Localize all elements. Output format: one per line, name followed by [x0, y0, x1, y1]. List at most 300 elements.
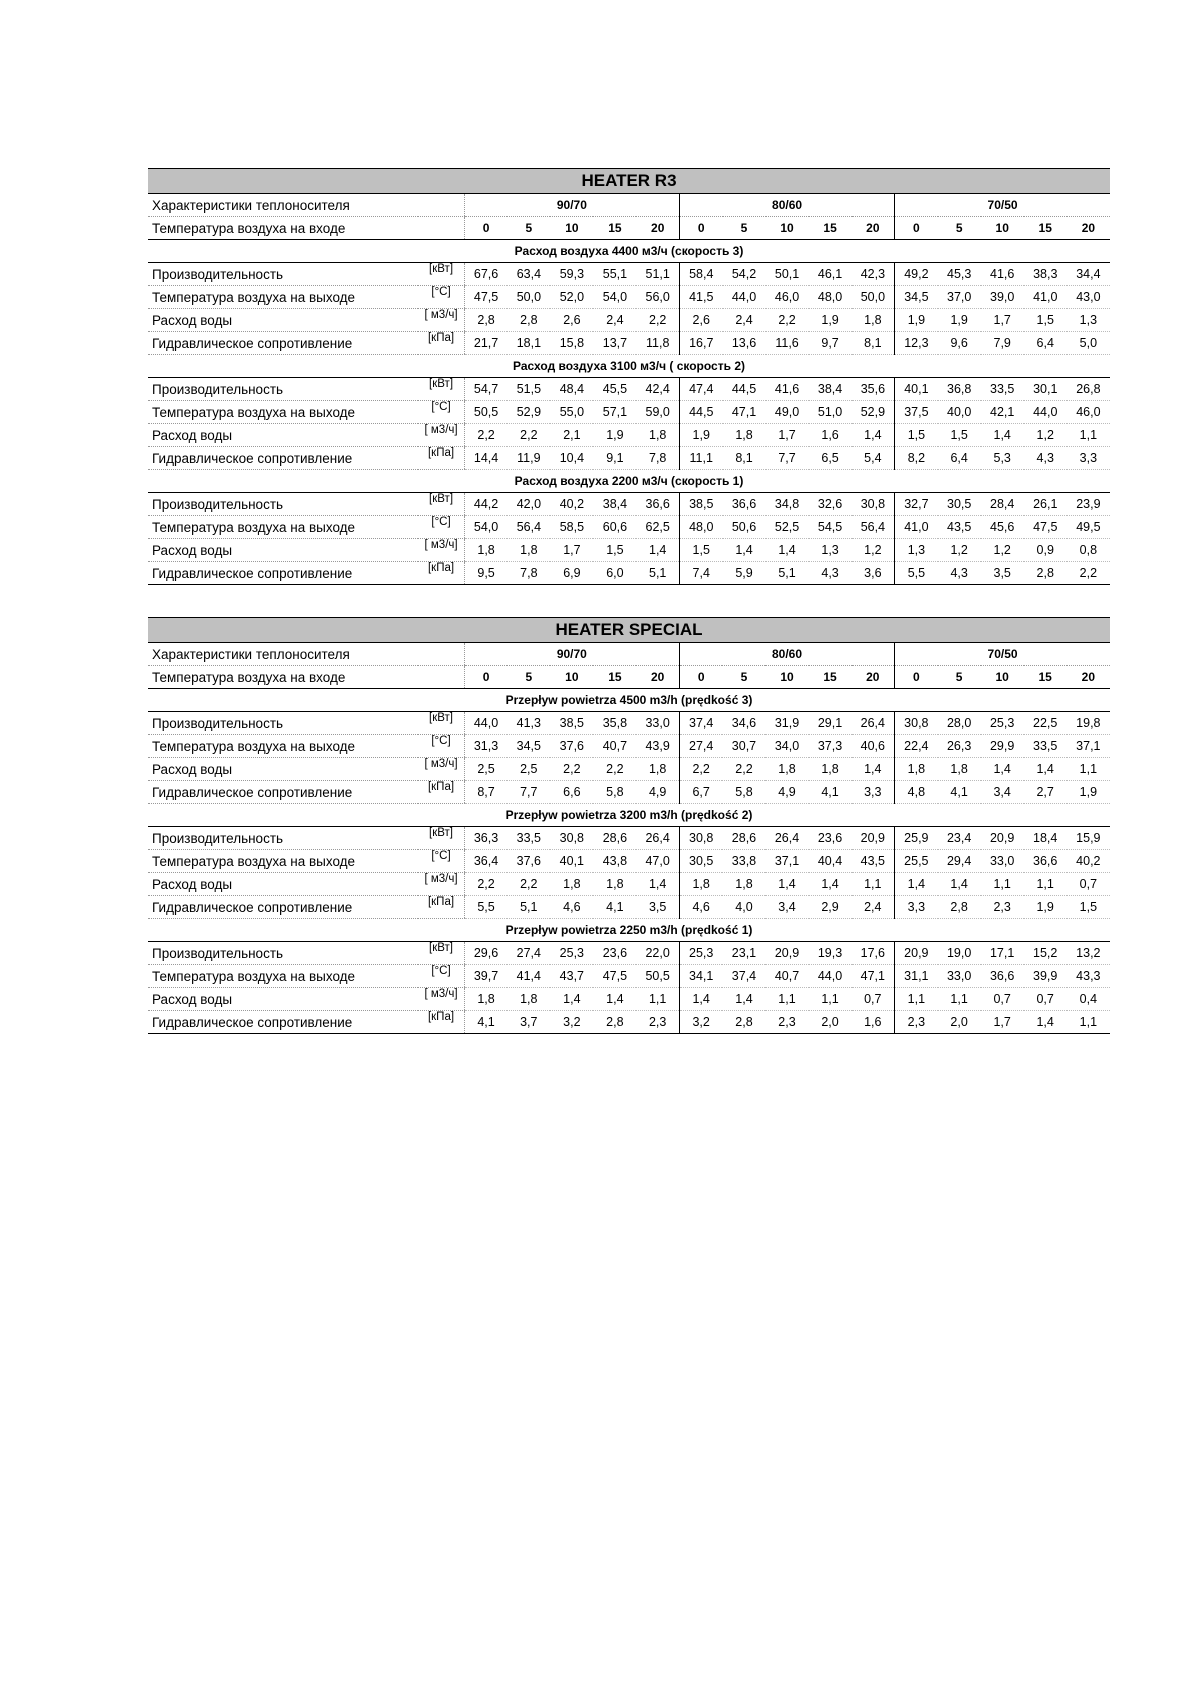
table-cell: 1,1	[1067, 1011, 1110, 1034]
table-cell: 37,5	[895, 401, 938, 424]
table-cell: 6,7	[679, 781, 722, 804]
table-cell: 1,1	[981, 873, 1024, 896]
table-row	[148, 447, 1110, 470]
table-cell: 1,9	[1024, 896, 1067, 919]
table-cell: 30,7	[722, 735, 765, 758]
row-unit: [кПа]	[418, 896, 464, 919]
table-cell: 3,6	[852, 562, 895, 585]
row-label: Производительность	[148, 263, 418, 286]
table-cell: 37,4	[722, 965, 765, 988]
table-cell: 6,5	[809, 447, 852, 470]
table-cell: 35,6	[852, 378, 895, 401]
table-cell: 38,4	[809, 378, 852, 401]
table-cell: 3,2	[550, 1011, 593, 1034]
heater-r3-table	[148, 168, 1110, 585]
table-cell: 9,6	[938, 332, 981, 355]
medium-group-header: 90/70	[464, 194, 679, 217]
table-cell: 46,0	[766, 286, 809, 309]
table-cell: 5,1	[766, 562, 809, 585]
table-cell: 67,6	[464, 263, 507, 286]
table-cell: 25,9	[895, 827, 938, 850]
table-cell: 1,1	[895, 988, 938, 1011]
table-cell: 4,3	[809, 562, 852, 585]
table-cell: 2,8	[593, 1011, 636, 1034]
table-cell: 0,8	[1067, 539, 1110, 562]
table-cell: 2,2	[766, 309, 809, 332]
table-cell: 2,8	[1024, 562, 1067, 585]
table-cell: 0,7	[1067, 873, 1110, 896]
table-cell: 4,9	[765, 781, 808, 804]
table-cell: 40,1	[895, 378, 938, 401]
table-cell: 1,4	[852, 758, 895, 781]
table-cell: 60,6	[593, 516, 636, 539]
table-cell: 4,6	[550, 896, 593, 919]
table-cell: 2,8	[464, 309, 507, 332]
row-unit: [кВт]	[418, 712, 464, 735]
table-cell: 29,6	[464, 942, 507, 965]
row-label: Температура воздуха на выходе	[148, 965, 418, 988]
table-cell: 2,3	[765, 1011, 808, 1034]
table-cell: 25,3	[679, 942, 722, 965]
table-cell: 1,1	[1024, 873, 1067, 896]
table-cell: 27,4	[507, 942, 550, 965]
table-cell: 41,5	[679, 286, 722, 309]
table-cell: 15,9	[1067, 827, 1110, 850]
table-cell: 1,3	[809, 539, 852, 562]
table-cell: 30,5	[938, 493, 981, 516]
table-cell: 1,5	[593, 539, 636, 562]
table-cell: 0,7	[852, 988, 895, 1011]
table-cell: 45,6	[981, 516, 1024, 539]
inlet-temperature-value: 20	[636, 217, 679, 240]
table-cell: 7,7	[507, 781, 550, 804]
table-cell: 2,4	[852, 896, 895, 919]
table-cell: 1,9	[895, 309, 938, 332]
table-cell: 1,8	[723, 424, 766, 447]
row-unit: [°C]	[418, 735, 464, 758]
table-cell: 44,0	[809, 965, 852, 988]
airflow-section-title: Расход воздуха 2200 м3/ч (скорость 1)	[148, 470, 1110, 493]
row-label: Расход воды	[148, 873, 418, 896]
table-cell: 26,4	[636, 827, 679, 850]
row-unit: [кВт]	[418, 493, 464, 516]
row-unit: [кПа]	[418, 781, 464, 804]
table-cell: 3,3	[895, 896, 938, 919]
table-cell: 33,5	[981, 378, 1024, 401]
airflow-section-title: Расход воздуха 3100 м3/ч ( скорость 2)	[148, 355, 1110, 378]
table-cell: 1,5	[938, 424, 981, 447]
table-cell: 26,3	[938, 735, 981, 758]
table-cell: 49,2	[895, 263, 938, 286]
row-label: Гидравлическое сопротивление	[148, 562, 418, 585]
table-cell: 11,9	[507, 447, 550, 470]
table-row	[148, 873, 1110, 896]
table-cell: 5,1	[636, 562, 679, 585]
table-cell: 43,5	[852, 850, 895, 873]
inlet-temperature-value: 5	[938, 666, 981, 689]
inlet-temperature-value: 15	[593, 217, 636, 240]
table-cell: 1,1	[1067, 424, 1110, 447]
table-cell: 1,5	[895, 424, 938, 447]
table-cell: 5,8	[722, 781, 765, 804]
table-cell: 40,2	[550, 493, 593, 516]
table-cell: 41,6	[981, 263, 1024, 286]
table-cell: 4,0	[722, 896, 765, 919]
inlet-temperature-value: 15	[809, 666, 852, 689]
table-cell: 37,6	[507, 850, 550, 873]
table-cell: 1,5	[1067, 896, 1110, 919]
table-cell: 44,2	[464, 493, 507, 516]
inlet-temperature-value: 10	[765, 666, 808, 689]
row-unit: [ м3/ч]	[418, 873, 464, 896]
table-row	[148, 781, 1110, 804]
table-cell: 59,3	[550, 263, 593, 286]
table-cell: 23,1	[722, 942, 765, 965]
table-cell: 43,3	[1067, 965, 1110, 988]
table-cell: 46,0	[1067, 401, 1110, 424]
table-row	[148, 965, 1110, 988]
inlet-temperature-value: 0	[679, 217, 722, 240]
table-cell: 44,0	[1024, 401, 1067, 424]
table-cell: 4,3	[1024, 447, 1067, 470]
table-cell: 4,1	[593, 896, 636, 919]
table-cell: 34,6	[722, 712, 765, 735]
table-cell: 15,2	[1024, 942, 1067, 965]
table-cell: 26,1	[1024, 493, 1067, 516]
inlet-temperature-value: 10	[766, 217, 809, 240]
medium-group-header: 70/50	[895, 643, 1110, 666]
table-cell: 41,0	[1024, 286, 1067, 309]
row-label: Гидравлическое сопротивление	[148, 332, 418, 355]
row-unit: [кПа]	[418, 1011, 464, 1034]
table-cell: 25,3	[981, 712, 1024, 735]
table-cell: 5,4	[852, 447, 895, 470]
table-cell: 1,1	[1067, 758, 1110, 781]
airflow-section-title: Przepływ powietrza 3200 m3/h (prędkość 2)	[148, 804, 1110, 827]
inlet-temperature-value: 0	[895, 666, 938, 689]
table-cell: 1,1	[809, 988, 852, 1011]
table-cell: 2,6	[679, 309, 722, 332]
table-cell: 23,9	[1067, 493, 1110, 516]
table-cell: 50,1	[766, 263, 809, 286]
table-cell: 58,5	[550, 516, 593, 539]
inlet-temperature-value: 10	[981, 666, 1024, 689]
table-cell: 30,5	[679, 850, 722, 873]
table-cell: 36,6	[981, 965, 1024, 988]
table-cell: 1,8	[507, 988, 550, 1011]
table-cell: 6,4	[938, 447, 981, 470]
table-cell: 1,4	[938, 873, 981, 896]
table-cell: 47,5	[1024, 516, 1067, 539]
inlet-temperature-value: 5	[723, 217, 766, 240]
inlet-temperature-value: 5	[507, 666, 550, 689]
table-cell: 2,0	[938, 1011, 981, 1034]
heater-special-table	[148, 617, 1110, 1034]
table-cell: 50,5	[636, 965, 679, 988]
inlet-temperature-label: Температура воздуха на входе	[148, 666, 464, 689]
table-row	[148, 309, 1110, 332]
table-cell: 13,7	[593, 332, 636, 355]
table-cell: 2,3	[895, 1011, 938, 1034]
medium-groups-row	[148, 194, 1110, 217]
table-cell: 30,8	[550, 827, 593, 850]
table-cell: 2,8	[938, 896, 981, 919]
inlet-temperature-label: Температура воздуха на входе	[148, 217, 464, 240]
table-cell: 49,0	[766, 401, 809, 424]
row-label: Производительность	[148, 942, 418, 965]
table-title: HEATER R3	[148, 169, 1110, 194]
table-cell: 56,4	[507, 516, 550, 539]
table-row	[148, 263, 1110, 286]
table-cell: 1,4	[636, 873, 679, 896]
table-cell: 4,8	[895, 781, 938, 804]
table-cell: 34,5	[507, 735, 550, 758]
table-cell: 1,4	[766, 539, 809, 562]
table-cell: 8,1	[723, 447, 766, 470]
table-cell: 1,8	[636, 424, 679, 447]
table-cell: 1,3	[1067, 309, 1110, 332]
table-row	[148, 850, 1110, 873]
table-cell: 19,3	[809, 942, 852, 965]
table-cell: 45,3	[938, 263, 981, 286]
table-cell: 0,9	[1024, 539, 1067, 562]
inlet-temperature-value: 0	[464, 666, 507, 689]
table-cell: 1,5	[679, 539, 722, 562]
row-unit: [ м3/ч]	[418, 758, 464, 781]
table-cell: 8,2	[895, 447, 938, 470]
table-cell: 1,4	[981, 758, 1024, 781]
table-cell: 37,3	[809, 735, 852, 758]
table-cell: 7,8	[636, 447, 679, 470]
table-cell: 1,3	[895, 539, 938, 562]
table-cell: 62,5	[636, 516, 679, 539]
table-cell: 43,5	[938, 516, 981, 539]
table-cell: 28,0	[938, 712, 981, 735]
table-cell: 1,4	[852, 424, 895, 447]
row-unit: [кВт]	[418, 827, 464, 850]
table-cell: 34,1	[679, 965, 722, 988]
table-cell: 29,4	[938, 850, 981, 873]
table-cell: 1,8	[464, 539, 507, 562]
table-cell: 33,0	[981, 850, 1024, 873]
table-cell: 11,6	[766, 332, 809, 355]
table-cell: 45,5	[593, 378, 636, 401]
table-cell: 35,8	[593, 712, 636, 735]
table-cell: 1,4	[550, 988, 593, 1011]
table-row	[148, 286, 1110, 309]
table-cell: 21,7	[464, 332, 507, 355]
airflow-section-row	[148, 919, 1110, 942]
row-unit: [°C]	[418, 401, 464, 424]
table-cell: 6,4	[1024, 332, 1067, 355]
table-cell: 38,5	[679, 493, 722, 516]
table-cell: 43,7	[550, 965, 593, 988]
table-cell: 2,2	[593, 758, 636, 781]
table-cell: 11,1	[679, 447, 722, 470]
row-unit: [кВт]	[418, 263, 464, 286]
table-cell: 28,6	[722, 827, 765, 850]
table-cell: 1,9	[938, 309, 981, 332]
row-unit: [°C]	[418, 286, 464, 309]
table-cell: 42,3	[852, 263, 895, 286]
table-cell: 44,0	[464, 712, 507, 735]
table-cell: 40,7	[765, 965, 808, 988]
medium-label: Характеристики теплоносителя	[148, 194, 464, 217]
table-cell: 33,8	[722, 850, 765, 873]
inlet-temperature-value: 20	[636, 666, 679, 689]
table-cell: 56,4	[852, 516, 895, 539]
table-cell: 32,7	[895, 493, 938, 516]
table-cell: 40,7	[593, 735, 636, 758]
table-cell: 2,4	[723, 309, 766, 332]
row-label: Расход воды	[148, 758, 418, 781]
table-cell: 50,5	[464, 401, 507, 424]
table-cell: 1,8	[464, 988, 507, 1011]
table-cell: 17,6	[852, 942, 895, 965]
row-unit: [°C]	[418, 965, 464, 988]
table-cell: 37,0	[938, 286, 981, 309]
table-cell: 40,1	[550, 850, 593, 873]
table-cell: 42,0	[507, 493, 550, 516]
airflow-section-row	[148, 355, 1110, 378]
table-cell: 0,7	[1024, 988, 1067, 1011]
row-label: Гидравлическое сопротивление	[148, 447, 418, 470]
table-cell: 23,4	[938, 827, 981, 850]
table-cell: 9,7	[809, 332, 852, 355]
table-cell: 37,4	[679, 712, 722, 735]
row-label: Производительность	[148, 827, 418, 850]
table-row	[148, 332, 1110, 355]
table-cell: 25,3	[550, 942, 593, 965]
table-cell: 26,4	[765, 827, 808, 850]
medium-group-header: 80/60	[679, 643, 894, 666]
table-cell: 38,3	[1024, 263, 1067, 286]
table-row	[148, 539, 1110, 562]
table-cell: 40,4	[809, 850, 852, 873]
table-cell: 9,5	[464, 562, 507, 585]
medium-group-header: 90/70	[464, 643, 679, 666]
table-cell: 2,2	[636, 309, 679, 332]
table-cell: 44,5	[679, 401, 722, 424]
table-cell: 2,2	[507, 873, 550, 896]
table-cell: 50,0	[852, 286, 895, 309]
table-cell: 32,6	[809, 493, 852, 516]
table-cell: 43,9	[636, 735, 679, 758]
table-cell: 26,4	[852, 712, 895, 735]
table-row	[148, 712, 1110, 735]
table-cell: 40,0	[938, 401, 981, 424]
row-label: Производительность	[148, 712, 418, 735]
table-cell: 1,4	[723, 539, 766, 562]
airflow-section-row	[148, 689, 1110, 712]
table-cell: 2,8	[507, 309, 550, 332]
inlet-temperature-value: 10	[550, 666, 593, 689]
airflow-section-title: Przepływ powietrza 4500 m3/h (prędkość 3)	[148, 689, 1110, 712]
table-cell: 18,4	[1024, 827, 1067, 850]
inlet-temperature-row	[148, 666, 1110, 689]
row-unit: [кПа]	[418, 447, 464, 470]
table-cell: 7,4	[679, 562, 722, 585]
table-cell: 10,4	[550, 447, 593, 470]
table-cell: 11,8	[636, 332, 679, 355]
table-cell: 1,8	[722, 873, 765, 896]
table-cell: 40,2	[1067, 850, 1110, 873]
table-cell: 33,0	[636, 712, 679, 735]
table-cell: 1,9	[809, 309, 852, 332]
table-cell: 36,4	[464, 850, 507, 873]
table-row	[148, 378, 1110, 401]
row-unit: [ м3/ч]	[418, 424, 464, 447]
inlet-temperature-value: 0	[895, 217, 938, 240]
table-cell: 29,9	[981, 735, 1024, 758]
row-label: Гидравлическое сопротивление	[148, 1011, 418, 1034]
table-row	[148, 1011, 1110, 1034]
table-cell: 51,1	[636, 263, 679, 286]
table-cell: 37,6	[550, 735, 593, 758]
table-cell: 13,6	[723, 332, 766, 355]
table-title-row	[148, 618, 1110, 643]
table-cell: 1,4	[593, 988, 636, 1011]
row-unit: [кПа]	[418, 332, 464, 355]
table-cell: 20,9	[981, 827, 1024, 850]
table-cell: 29,1	[809, 712, 852, 735]
inlet-temperature-value: 5	[507, 217, 550, 240]
table-cell: 41,3	[507, 712, 550, 735]
table-cell: 54,7	[464, 378, 507, 401]
table-cell: 37,1	[1067, 735, 1110, 758]
row-unit: [°C]	[418, 516, 464, 539]
table-cell: 1,8	[507, 539, 550, 562]
table-cell: 52,0	[550, 286, 593, 309]
table-cell: 36,3	[464, 827, 507, 850]
table-cell: 1,4	[809, 873, 852, 896]
table-cell: 2,2	[464, 424, 507, 447]
table-cell: 1,4	[1024, 758, 1067, 781]
table-cell: 28,4	[981, 493, 1024, 516]
table-cell: 42,4	[636, 378, 679, 401]
table-row	[148, 988, 1110, 1011]
table-cell: 8,1	[852, 332, 895, 355]
table-cell: 42,1	[981, 401, 1024, 424]
airflow-section-row	[148, 240, 1110, 263]
table-cell: 59,0	[636, 401, 679, 424]
row-unit: [кВт]	[418, 378, 464, 401]
table-cell: 19,8	[1067, 712, 1110, 735]
table-cell: 4,6	[679, 896, 722, 919]
table-row	[148, 735, 1110, 758]
table-cell: 0,4	[1067, 988, 1110, 1011]
table-cell: 25,5	[895, 850, 938, 873]
table-row	[148, 424, 1110, 447]
table-cell: 1,9	[593, 424, 636, 447]
table-cell: 1,8	[593, 873, 636, 896]
table-cell: 1,4	[679, 988, 722, 1011]
table-cell: 34,8	[766, 493, 809, 516]
table-cell: 20,9	[895, 942, 938, 965]
table-cell: 26,8	[1067, 378, 1110, 401]
table-cell: 2,2	[679, 758, 722, 781]
table-cell: 5,0	[1067, 332, 1110, 355]
table-cell: 41,6	[766, 378, 809, 401]
row-label: Гидравлическое сопротивление	[148, 781, 418, 804]
table-cell: 4,1	[809, 781, 852, 804]
table-cell: 16,7	[679, 332, 722, 355]
table-cell: 47,5	[593, 965, 636, 988]
table-cell: 5,3	[981, 447, 1024, 470]
table-cell: 22,0	[636, 942, 679, 965]
table-cell: 41,0	[895, 516, 938, 539]
table-cell: 1,4	[1024, 1011, 1067, 1034]
